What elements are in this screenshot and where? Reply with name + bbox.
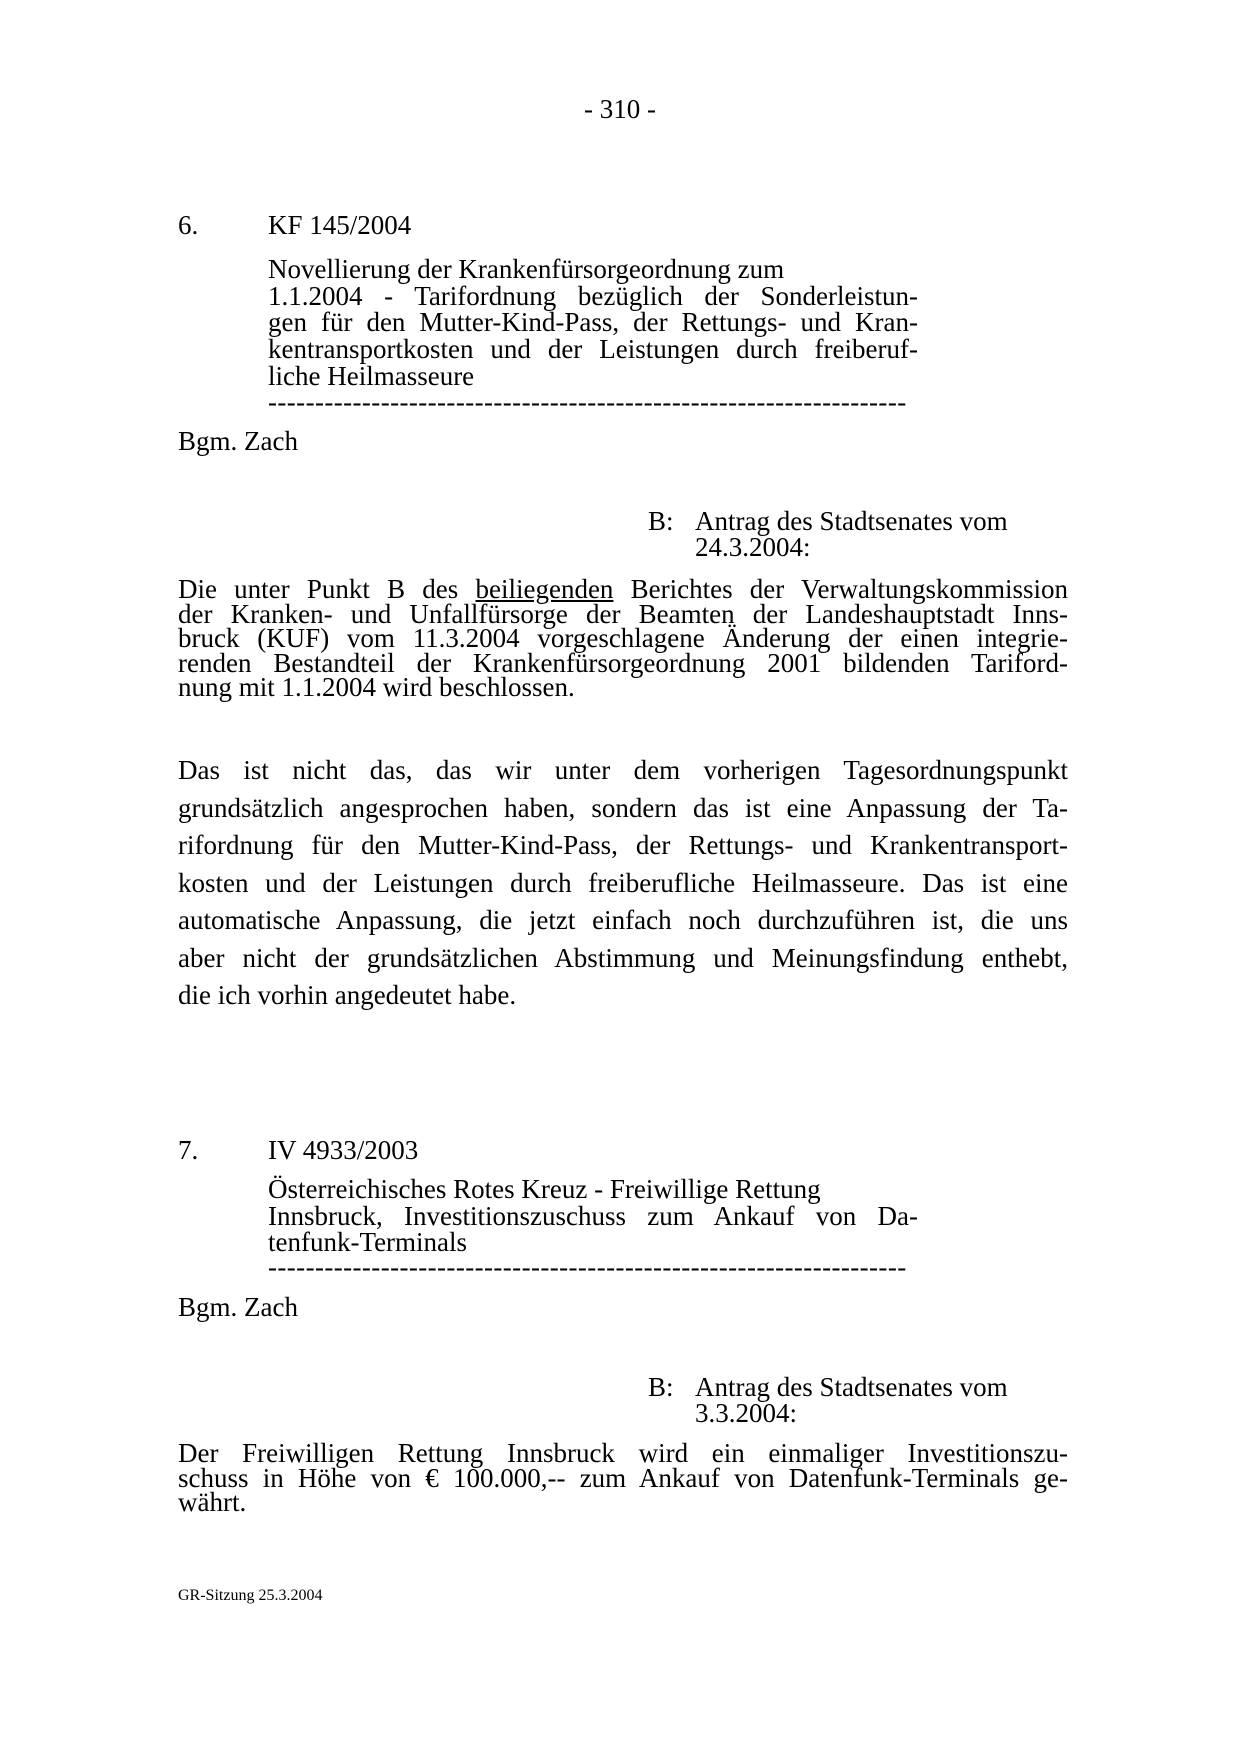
item-7-motion-date: 3.3.2004:	[695, 1398, 798, 1428]
speech-line: automatische Anpassung, die jetzt einfach noch durchzuführen ist, die uns	[178, 905, 1068, 935]
item-7-subject	[268, 1176, 918, 1256]
item-7-separator: --------------------------------------------------------------------	[268, 1257, 907, 1277]
item-7-speaker: Bgm. Zach	[178, 1292, 298, 1322]
speech-line: rifordnung für den Mutter-Kind-Pass, der Rettungs- und Krankentransport-	[178, 830, 1068, 860]
item-7-resolution-line: schuss in Höhe von € 100.000,-- zum Ankauf von Datenfunk-Terminals ge-	[178, 1462, 1068, 1493]
item-7-resolution-line: Der Freiwilligen Rettung Innsbruck wird ein einmaliger Investitionszu-	[178, 1438, 1068, 1468]
item-6-reference: KF 145/2004	[268, 210, 412, 240]
page-footer: GR-Sitzung 25.3.2004	[178, 1587, 323, 1604]
item-6-subject-line: kentransportkosten und der Leistungen durch freiberuf-	[268, 334, 918, 365]
item-7-motion-text	[695, 1374, 1008, 1426]
item-6-resolution-line	[178, 574, 1068, 604]
item-6-subject-line: 1.1.2004 - Tarifordnung bezüglich der Sonderleistun-	[268, 280, 918, 311]
item-6-resolution-line: der Kranken- und Unfallfürsorge der Beamten der Landeshauptstadt Inns-	[178, 598, 1068, 629]
item-6-motion-date: 24.3.2004:	[695, 532, 811, 562]
speech-line: aber nicht der grundsätzlichen Abstimmung und Meinungsfindung enthebt,	[178, 942, 1068, 973]
item-7-resolution	[178, 1438, 1068, 1517]
item-6-separator: --------------------------------------------------------------------	[268, 392, 907, 412]
speech-line: Das ist nicht das, das wir unter dem vorherigen Tagesordnungspunkt	[178, 755, 1068, 785]
item-6-subject-line: liche Heilmasseure	[268, 360, 475, 391]
item-6-subject	[268, 256, 918, 390]
item-6-resolution-line: bruck (KUF) vom 11.3.2004 vorgeschlagene Änderung der einen integrie-	[178, 623, 1068, 653]
speech-line: kosten und der Leistungen durch freiberufliche Heilmasseure. Das ist eine	[178, 867, 1068, 898]
item-7-subject-line: tenfunk-Terminals	[268, 1227, 468, 1258]
item-6-speech	[178, 752, 1068, 1015]
item-7-number: 7.	[178, 1135, 199, 1165]
speech-line: die ich vorhin angedeutet habe.	[178, 980, 517, 1010]
resolution-underlined-word: beiliegenden	[475, 574, 614, 604]
item-6-motion-text	[695, 508, 1008, 560]
item-7-resolution-line: währt.	[178, 1487, 247, 1517]
item-7-reference: IV 4933/2003	[268, 1135, 419, 1165]
speech-line: grundsätzlich angesprochen haben, sondern das ist eine Anpassung der Ta-	[178, 792, 1068, 823]
item-6-subject-line: Novellierung der Krankenfürsorgeordnung zum	[268, 254, 785, 284]
item-6-subject-line: gen für den Mutter-Kind-Pass, der Rettungs- und Kran-	[268, 307, 918, 338]
item-7-motion-label: B:	[648, 1372, 674, 1402]
item-6-resolution	[178, 574, 1068, 702]
item-6-motion-label: B:	[648, 506, 674, 536]
page-number: - 310 -	[584, 94, 656, 124]
item-7-subject-line: Österreichisches Rotes Kreuz - Freiwillige Rettung	[268, 1174, 821, 1204]
item-6-number: 6.	[178, 210, 199, 240]
item-6-resolution-line: nung mit 1.1.2004 wird beschlossen.	[178, 672, 575, 702]
item-7-motion-line: Antrag des Stadtsenates vom	[695, 1372, 1008, 1402]
item-6-speaker: Bgm. Zach	[178, 426, 298, 456]
resolution-text: Die unter Punkt B des	[178, 574, 476, 604]
item-6-motion-line: Antrag des Stadtsenates vom	[695, 506, 1008, 536]
item-7-subject-line: Innsbruck, Investitionszuschuss zum Ankauf von Da-	[268, 1200, 918, 1231]
item-6-resolution-line: renden Bestandteil der Krankenfürsorgeordnung 2001 bildenden Tariford-	[178, 647, 1068, 678]
resolution-text: Berichtes der Verwaltungskommission	[613, 574, 1068, 604]
